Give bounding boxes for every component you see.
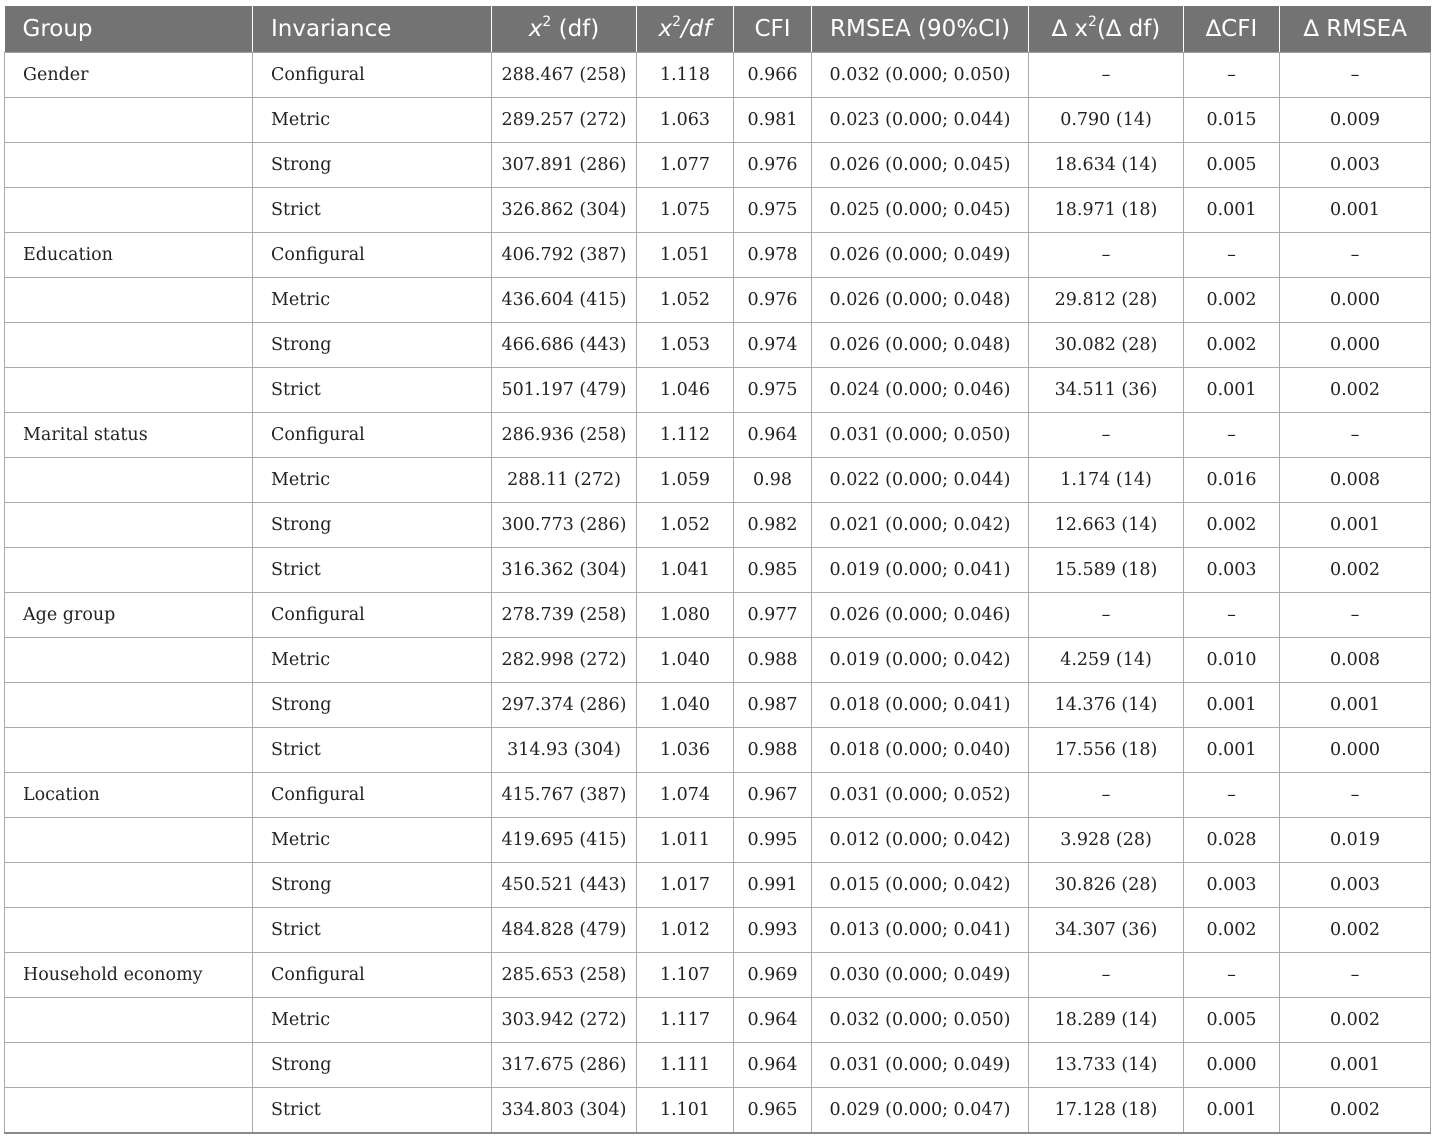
cell-chi-square-df: 317.675 (286) xyxy=(492,1043,637,1088)
cell-group xyxy=(5,1088,253,1134)
cell-chi-square-df: 334.803 (304) xyxy=(492,1088,637,1134)
cell-chi-square-df: 501.197 (479) xyxy=(492,368,637,413)
cell-chi-square-df: 316.362 (304) xyxy=(492,548,637,593)
cell-delta-chi-square: – xyxy=(1029,773,1184,818)
cell-delta-cfi: 0.003 xyxy=(1184,863,1280,908)
cell-delta-cfi: 0.001 xyxy=(1184,188,1280,233)
cell-delta-rmsea: – xyxy=(1280,593,1431,638)
cell-invariance: Metric xyxy=(253,818,492,863)
cell-group: Marital status xyxy=(5,413,253,458)
cell-invariance: Configural xyxy=(253,773,492,818)
cell-delta-rmsea: 0.002 xyxy=(1280,998,1431,1043)
cell-cfi: 0.988 xyxy=(734,728,812,773)
table-row xyxy=(5,53,1431,98)
cell-chi-square-df: 419.695 (415) xyxy=(492,818,637,863)
table-row xyxy=(5,998,1431,1043)
cell-invariance: Configural xyxy=(253,953,492,998)
table-row xyxy=(5,593,1431,638)
cell-group: Household economy xyxy=(5,953,253,998)
cell-chi-square-ratio: 1.041 xyxy=(637,548,734,593)
cell-delta-cfi: 0.002 xyxy=(1184,323,1280,368)
table-row xyxy=(5,773,1431,818)
cell-delta-rmsea: 0.000 xyxy=(1280,728,1431,773)
cell-cfi: 0.974 xyxy=(734,323,812,368)
cell-group xyxy=(5,818,253,863)
invariance-table-container xyxy=(4,6,1431,1134)
cell-delta-chi-square: 17.556 (18) xyxy=(1029,728,1184,773)
header-chi-square-df xyxy=(492,6,637,53)
cell-delta-chi-square: – xyxy=(1029,593,1184,638)
cell-delta-cfi: 0.001 xyxy=(1184,728,1280,773)
cell-delta-chi-square: 34.307 (36) xyxy=(1029,908,1184,953)
cell-group xyxy=(5,368,253,413)
cell-invariance: Strict xyxy=(253,548,492,593)
cell-cfi: 0.964 xyxy=(734,413,812,458)
cell-delta-chi-square: 29.812 (28) xyxy=(1029,278,1184,323)
cell-cfi: 0.988 xyxy=(734,638,812,683)
cell-rmsea: 0.021 (0.000; 0.042) xyxy=(812,503,1029,548)
cell-chi-square-df: 436.604 (415) xyxy=(492,278,637,323)
chi-ratio-symbol: x xyxy=(658,16,673,42)
cell-chi-square-ratio: 1.036 xyxy=(637,728,734,773)
cell-chi-square-ratio: 1.011 xyxy=(637,818,734,863)
cell-delta-cfi: – xyxy=(1184,773,1280,818)
cell-invariance: Configural xyxy=(253,53,492,98)
cell-delta-chi-square: – xyxy=(1029,53,1184,98)
cell-invariance: Metric xyxy=(253,278,492,323)
cell-chi-square-ratio: 1.012 xyxy=(637,908,734,953)
cell-chi-square-ratio: 1.063 xyxy=(637,98,734,143)
table-row xyxy=(5,638,1431,683)
cell-cfi: 0.967 xyxy=(734,773,812,818)
cell-cfi: 0.982 xyxy=(734,503,812,548)
cell-chi-square-df: 285.653 (258) xyxy=(492,953,637,998)
cell-delta-rmsea: 0.003 xyxy=(1280,143,1431,188)
chi-superscript: 2 xyxy=(542,14,552,30)
cell-group xyxy=(5,683,253,728)
cell-invariance: Strong xyxy=(253,1043,492,1088)
cell-delta-cfi: 0.016 xyxy=(1184,458,1280,503)
cell-chi-square-df: 288.467 (258) xyxy=(492,53,637,98)
cell-delta-rmsea: 0.008 xyxy=(1280,638,1431,683)
table-row xyxy=(5,143,1431,188)
header-chi-square-ratio xyxy=(637,6,734,53)
header-cfi: CFI xyxy=(734,6,812,53)
cell-rmsea: 0.018 (0.000; 0.040) xyxy=(812,728,1029,773)
cell-delta-rmsea: 0.002 xyxy=(1280,1088,1431,1134)
cell-delta-chi-square: – xyxy=(1029,953,1184,998)
cell-delta-rmsea: 0.008 xyxy=(1280,458,1431,503)
cell-invariance: Metric xyxy=(253,638,492,683)
cell-chi-square-ratio: 1.075 xyxy=(637,188,734,233)
cell-delta-cfi: – xyxy=(1184,953,1280,998)
cell-invariance: Configural xyxy=(253,233,492,278)
chi-ratio-superscript: 2 xyxy=(672,14,682,30)
cell-chi-square-df: 303.942 (272) xyxy=(492,998,637,1043)
cell-rmsea: 0.019 (0.000; 0.041) xyxy=(812,548,1029,593)
delta-chi-prefix: ∆ x xyxy=(1051,16,1089,42)
cell-delta-rmsea: 0.019 xyxy=(1280,818,1431,863)
cell-invariance: Strong xyxy=(253,143,492,188)
cell-chi-square-df: 406.792 (387) xyxy=(492,233,637,278)
cell-delta-rmsea: – xyxy=(1280,233,1431,278)
cell-group xyxy=(5,323,253,368)
cell-group xyxy=(5,728,253,773)
cell-cfi: 0.975 xyxy=(734,188,812,233)
cell-chi-square-ratio: 1.074 xyxy=(637,773,734,818)
cell-chi-square-ratio: 1.118 xyxy=(637,53,734,98)
table-row xyxy=(5,323,1431,368)
cell-group xyxy=(5,188,253,233)
cell-delta-chi-square: 18.634 (14) xyxy=(1029,143,1184,188)
cell-cfi: 0.976 xyxy=(734,143,812,188)
cell-rmsea: 0.032 (0.000; 0.050) xyxy=(812,998,1029,1043)
table-row xyxy=(5,368,1431,413)
table-row xyxy=(5,233,1431,278)
table-row xyxy=(5,278,1431,323)
cell-chi-square-ratio: 1.052 xyxy=(637,278,734,323)
cell-chi-square-df: 286.936 (258) xyxy=(492,413,637,458)
table-body xyxy=(5,53,1431,1134)
cell-cfi: 0.995 xyxy=(734,818,812,863)
cell-cfi: 0.985 xyxy=(734,548,812,593)
table-row xyxy=(5,908,1431,953)
cell-chi-square-ratio: 1.051 xyxy=(637,233,734,278)
cell-invariance: Strict xyxy=(253,188,492,233)
cell-cfi: 0.987 xyxy=(734,683,812,728)
cell-chi-square-ratio: 1.107 xyxy=(637,953,734,998)
cell-rmsea: 0.026 (0.000; 0.048) xyxy=(812,323,1029,368)
cell-delta-rmsea: 0.002 xyxy=(1280,548,1431,593)
cell-chi-square-ratio: 1.059 xyxy=(637,458,734,503)
cell-delta-cfi: 0.010 xyxy=(1184,638,1280,683)
cell-group: Age group xyxy=(5,593,253,638)
cell-cfi: 0.976 xyxy=(734,278,812,323)
table-row xyxy=(5,953,1431,998)
cell-rmsea: 0.013 (0.000; 0.041) xyxy=(812,908,1029,953)
cell-delta-chi-square: 1.174 (14) xyxy=(1029,458,1184,503)
cell-rmsea: 0.031 (0.000; 0.052) xyxy=(812,773,1029,818)
cell-rmsea: 0.031 (0.000; 0.050) xyxy=(812,413,1029,458)
cell-rmsea: 0.030 (0.000; 0.049) xyxy=(812,953,1029,998)
cell-chi-square-df: 300.773 (286) xyxy=(492,503,637,548)
cell-delta-rmsea: – xyxy=(1280,773,1431,818)
cell-invariance: Metric xyxy=(253,998,492,1043)
cell-cfi: 0.965 xyxy=(734,1088,812,1134)
delta-chi-text: (∆ df) xyxy=(1096,16,1161,42)
delta-chi-superscript: 2 xyxy=(1088,14,1097,30)
cell-chi-square-df: 297.374 (286) xyxy=(492,683,637,728)
cell-delta-rmsea: – xyxy=(1280,413,1431,458)
cell-rmsea: 0.029 (0.000; 0.047) xyxy=(812,1088,1029,1134)
cell-invariance: Strict xyxy=(253,728,492,773)
cell-invariance: Metric xyxy=(253,458,492,503)
cell-rmsea: 0.031 (0.000; 0.049) xyxy=(812,1043,1029,1088)
cell-delta-cfi: 0.005 xyxy=(1184,143,1280,188)
cell-cfi: 0.977 xyxy=(734,593,812,638)
table-row xyxy=(5,818,1431,863)
cell-group xyxy=(5,908,253,953)
cell-group xyxy=(5,278,253,323)
cell-delta-rmsea: 0.003 xyxy=(1280,863,1431,908)
cell-rmsea: 0.026 (0.000; 0.048) xyxy=(812,278,1029,323)
cell-delta-cfi: 0.028 xyxy=(1184,818,1280,863)
cell-chi-square-df: 282.998 (272) xyxy=(492,638,637,683)
cell-chi-square-ratio: 1.101 xyxy=(637,1088,734,1134)
cell-group xyxy=(5,503,253,548)
cell-cfi: 0.964 xyxy=(734,998,812,1043)
cell-group xyxy=(5,998,253,1043)
cell-chi-square-ratio: 1.046 xyxy=(637,368,734,413)
cell-chi-square-ratio: 1.052 xyxy=(637,503,734,548)
cell-delta-rmsea: 0.001 xyxy=(1280,1043,1431,1088)
cell-cfi: 0.98 xyxy=(734,458,812,503)
cell-rmsea: 0.024 (0.000; 0.046) xyxy=(812,368,1029,413)
table-row xyxy=(5,98,1431,143)
table-row xyxy=(5,413,1431,458)
cell-delta-cfi: – xyxy=(1184,413,1280,458)
table-row xyxy=(5,728,1431,773)
cell-group xyxy=(5,98,253,143)
cell-delta-cfi: 0.005 xyxy=(1184,998,1280,1043)
table-row xyxy=(5,503,1431,548)
table-row xyxy=(5,683,1431,728)
cell-rmsea: 0.026 (0.000; 0.046) xyxy=(812,593,1029,638)
cell-delta-rmsea: 0.001 xyxy=(1280,188,1431,233)
cell-delta-cfi: 0.002 xyxy=(1184,908,1280,953)
cell-cfi: 0.964 xyxy=(734,1043,812,1088)
cell-delta-rmsea: 0.001 xyxy=(1280,683,1431,728)
cell-delta-cfi: – xyxy=(1184,233,1280,278)
cell-chi-square-ratio: 1.077 xyxy=(637,143,734,188)
cell-invariance: Configural xyxy=(253,593,492,638)
cell-chi-square-ratio: 1.053 xyxy=(637,323,734,368)
chi-symbol: x xyxy=(528,16,543,42)
cell-delta-chi-square: – xyxy=(1029,413,1184,458)
header-group: Group xyxy=(5,6,253,53)
cell-chi-square-df: 484.828 (479) xyxy=(492,908,637,953)
cell-cfi: 0.966 xyxy=(734,53,812,98)
cell-chi-square-ratio: 1.117 xyxy=(637,998,734,1043)
cell-chi-square-df: 289.257 (272) xyxy=(492,98,637,143)
cell-delta-cfi: 0.001 xyxy=(1184,1088,1280,1134)
cell-group xyxy=(5,548,253,593)
cell-chi-square-df: 466.686 (443) xyxy=(492,323,637,368)
cell-delta-cfi: – xyxy=(1184,53,1280,98)
cell-group xyxy=(5,143,253,188)
cell-group: Education xyxy=(5,233,253,278)
cell-delta-cfi: 0.000 xyxy=(1184,1043,1280,1088)
cell-delta-cfi: 0.002 xyxy=(1184,503,1280,548)
cell-delta-chi-square: 15.589 (18) xyxy=(1029,548,1184,593)
cell-delta-rmsea: 0.000 xyxy=(1280,323,1431,368)
cell-delta-rmsea: 0.001 xyxy=(1280,503,1431,548)
cell-group xyxy=(5,638,253,683)
cell-delta-rmsea: 0.009 xyxy=(1280,98,1431,143)
table-row xyxy=(5,458,1431,503)
cell-invariance: Strong xyxy=(253,323,492,368)
cell-rmsea: 0.026 (0.000; 0.045) xyxy=(812,143,1029,188)
table-row xyxy=(5,548,1431,593)
header-delta-cfi: ∆CFI xyxy=(1184,6,1280,53)
cell-delta-rmsea: 0.002 xyxy=(1280,908,1431,953)
table-row xyxy=(5,1088,1431,1134)
cell-delta-cfi: 0.002 xyxy=(1184,278,1280,323)
cell-cfi: 0.978 xyxy=(734,233,812,278)
cell-chi-square-ratio: 1.112 xyxy=(637,413,734,458)
cell-delta-cfi: – xyxy=(1184,593,1280,638)
measurement-invariance-table xyxy=(4,6,1431,1134)
cell-invariance: Strong xyxy=(253,503,492,548)
cell-cfi: 0.993 xyxy=(734,908,812,953)
cell-cfi: 0.991 xyxy=(734,863,812,908)
cell-delta-rmsea: 0.002 xyxy=(1280,368,1431,413)
cell-group: Gender xyxy=(5,53,253,98)
table-row xyxy=(5,863,1431,908)
cell-delta-chi-square: 13.733 (14) xyxy=(1029,1043,1184,1088)
cell-invariance: Strict xyxy=(253,908,492,953)
cell-delta-cfi: 0.001 xyxy=(1184,368,1280,413)
cell-delta-chi-square: 3.928 (28) xyxy=(1029,818,1184,863)
cell-chi-square-df: 415.767 (387) xyxy=(492,773,637,818)
cell-rmsea: 0.022 (0.000; 0.044) xyxy=(812,458,1029,503)
cell-delta-cfi: 0.003 xyxy=(1184,548,1280,593)
cell-rmsea: 0.015 (0.000; 0.042) xyxy=(812,863,1029,908)
header-rmsea: RMSEA (90%CI) xyxy=(812,6,1029,53)
cell-delta-chi-square: 34.511 (36) xyxy=(1029,368,1184,413)
table-row xyxy=(5,188,1431,233)
cell-delta-cfi: 0.001 xyxy=(1184,683,1280,728)
cell-invariance: Strong xyxy=(253,683,492,728)
cell-chi-square-df: 288.11 (272) xyxy=(492,458,637,503)
cell-cfi: 0.981 xyxy=(734,98,812,143)
cell-delta-chi-square: 18.289 (14) xyxy=(1029,998,1184,1043)
cell-delta-rmsea: – xyxy=(1280,53,1431,98)
cell-rmsea: 0.023 (0.000; 0.044) xyxy=(812,98,1029,143)
header-invariance: Invariance xyxy=(253,6,492,53)
cell-chi-square-ratio: 1.080 xyxy=(637,593,734,638)
table-header xyxy=(5,6,1431,53)
cell-invariance: Strict xyxy=(253,1088,492,1134)
cell-rmsea: 0.032 (0.000; 0.050) xyxy=(812,53,1029,98)
cell-group xyxy=(5,458,253,503)
cell-cfi: 0.975 xyxy=(734,368,812,413)
cell-invariance: Strong xyxy=(253,863,492,908)
cell-chi-square-ratio: 1.040 xyxy=(637,683,734,728)
cell-chi-square-ratio: 1.111 xyxy=(637,1043,734,1088)
cell-delta-chi-square: – xyxy=(1029,233,1184,278)
cell-group xyxy=(5,1043,253,1088)
cell-delta-chi-square: 14.376 (14) xyxy=(1029,683,1184,728)
chi-df-text: (df) xyxy=(551,16,600,42)
cell-rmsea: 0.018 (0.000; 0.041) xyxy=(812,683,1029,728)
cell-chi-square-df: 314.93 (304) xyxy=(492,728,637,773)
header-delta-rmsea: ∆ RMSEA xyxy=(1280,6,1431,53)
cell-chi-square-df: 307.891 (286) xyxy=(492,143,637,188)
cell-delta-chi-square: 4.259 (14) xyxy=(1029,638,1184,683)
cell-delta-chi-square: 17.128 (18) xyxy=(1029,1088,1184,1134)
cell-chi-square-ratio: 1.017 xyxy=(637,863,734,908)
cell-rmsea: 0.012 (0.000; 0.042) xyxy=(812,818,1029,863)
cell-delta-chi-square: 18.971 (18) xyxy=(1029,188,1184,233)
cell-delta-rmsea: 0.000 xyxy=(1280,278,1431,323)
cell-group xyxy=(5,863,253,908)
cell-chi-square-df: 450.521 (443) xyxy=(492,863,637,908)
cell-chi-square-df: 326.862 (304) xyxy=(492,188,637,233)
cell-delta-chi-square: 0.790 (14) xyxy=(1029,98,1184,143)
cell-rmsea: 0.025 (0.000; 0.045) xyxy=(812,188,1029,233)
cell-delta-chi-square: 30.826 (28) xyxy=(1029,863,1184,908)
cell-rmsea: 0.019 (0.000; 0.042) xyxy=(812,638,1029,683)
table-row xyxy=(5,1043,1431,1088)
cell-delta-chi-square: 30.082 (28) xyxy=(1029,323,1184,368)
cell-rmsea: 0.026 (0.000; 0.049) xyxy=(812,233,1029,278)
chi-ratio-text: /df xyxy=(681,16,712,42)
cell-invariance: Strict xyxy=(253,368,492,413)
header-delta-chi-square xyxy=(1029,6,1184,53)
cell-invariance: Configural xyxy=(253,413,492,458)
cell-cfi: 0.969 xyxy=(734,953,812,998)
cell-chi-square-ratio: 1.040 xyxy=(637,638,734,683)
cell-delta-rmsea: – xyxy=(1280,953,1431,998)
cell-delta-chi-square: 12.663 (14) xyxy=(1029,503,1184,548)
cell-delta-cfi: 0.015 xyxy=(1184,98,1280,143)
cell-chi-square-df: 278.739 (258) xyxy=(492,593,637,638)
header-row xyxy=(5,6,1431,53)
cell-group: Location xyxy=(5,773,253,818)
cell-invariance: Metric xyxy=(253,98,492,143)
